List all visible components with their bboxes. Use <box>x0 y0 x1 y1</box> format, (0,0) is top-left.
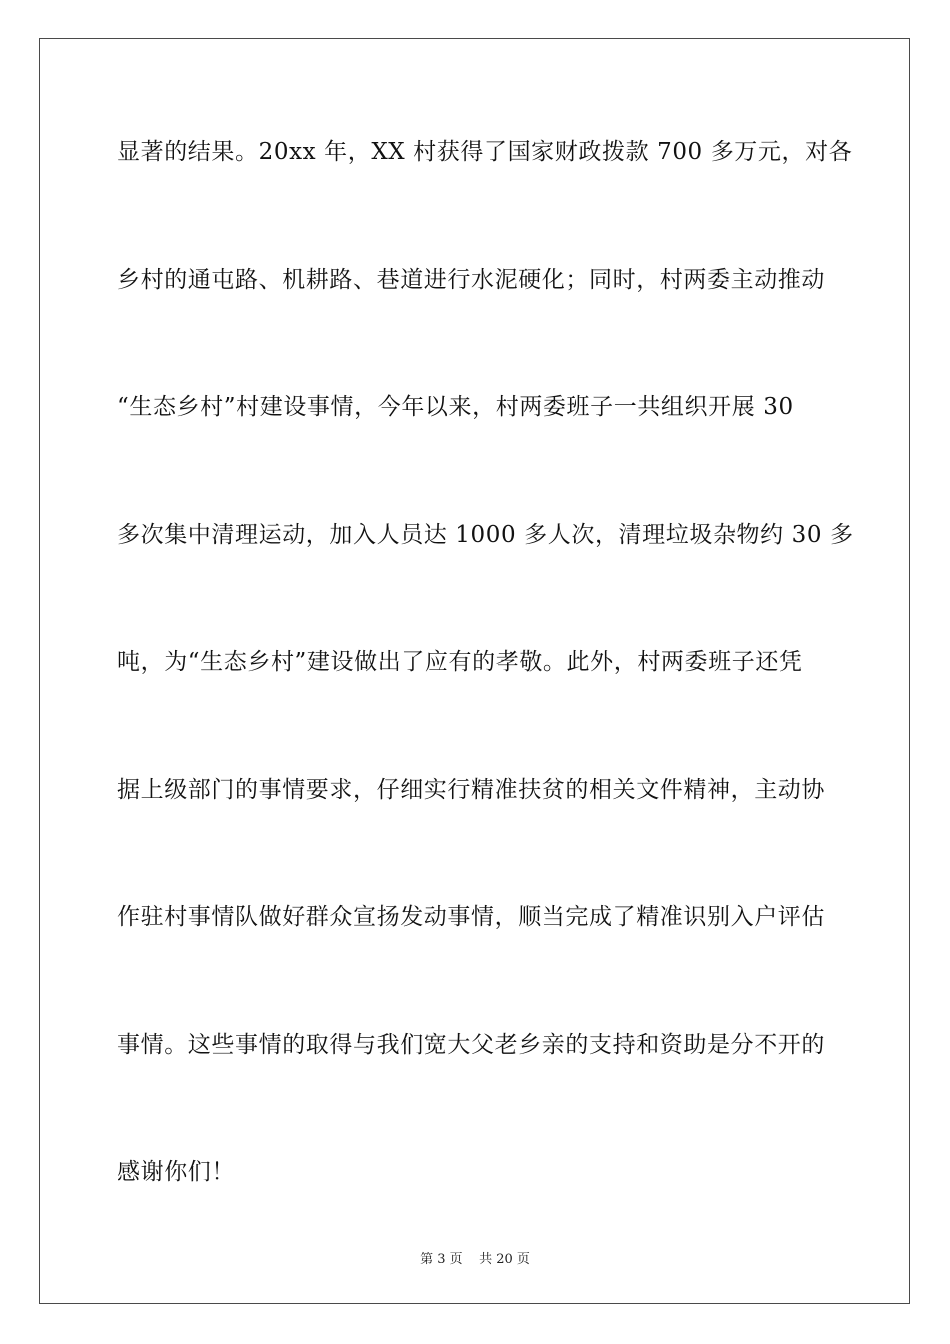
text-line: “生态乡村”村建设事情，今年以来，村两委班子一共组织开展 30 <box>117 394 794 420</box>
text-line: 据上级部门的事情要求，仔细实行精准扶贫的相关文件精神，主动协 <box>117 776 825 803</box>
text-line: 乡村的通屯路、机耕路、巷道进行水泥硬化；同时，村两委主动推动 <box>117 266 825 293</box>
page-number-footer: 第 3 页 共 20 页 <box>420 1252 530 1267</box>
text-line: 事情。这些事情的取得与我们宽大父老乡亲的支持和资助是分不开的 <box>117 1031 825 1058</box>
text-line: 作驻村事情队做好群众宣扬发动事情，顺当完成了精准识别入户评估 <box>117 904 825 930</box>
body-text <box>117 127 854 1275</box>
text-line: 显著的结果。20xx 年，XX 村获得了国家财政拨款 700 多万元，对各 <box>117 139 853 165</box>
text-line: 吨，为“生态乡村”建设做出了应有的孝敬。此外，村两委班子还凭 <box>117 649 803 675</box>
text-line: 感谢你们！ <box>117 1159 235 1185</box>
text-line: 多次集中清理运动，加入人员达 1000 多人次，清理垃圾杂物约 30 多 <box>117 521 854 548</box>
